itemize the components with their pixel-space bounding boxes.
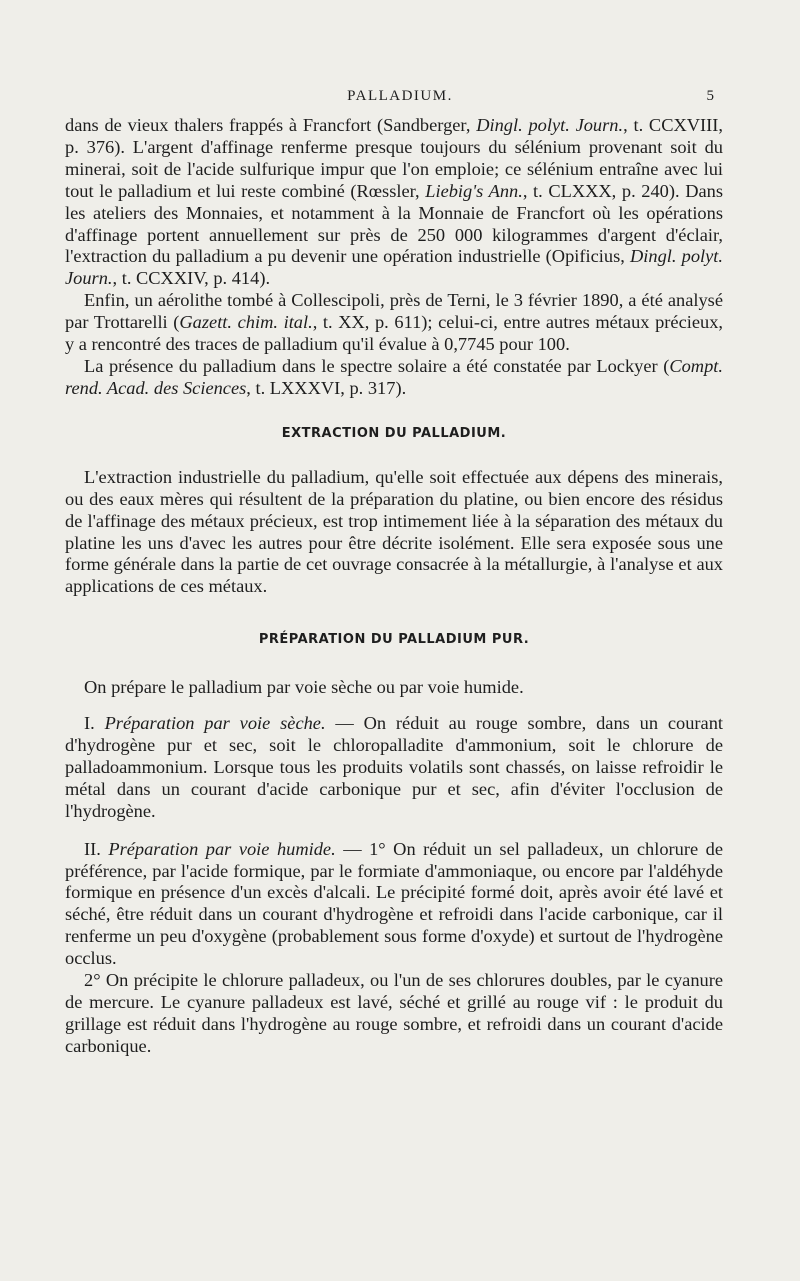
text-run: II.: [84, 838, 109, 859]
text-run: , t. CCXXIV, p. 414).: [112, 268, 271, 289]
citation-italic: Préparation par voie sèche.: [104, 713, 326, 734]
citation-italic: Gazett. chim. ital.: [179, 312, 313, 333]
text-run: , t. XX, p. 611); celui-ci, entre autres métaux précieux, y a rencontré des traces de palladium qu'il évalue à 0,7745 pour 100.: [65, 312, 723, 355]
paragraph: [65, 677, 723, 699]
citation-italic: Liebig's Ann.: [425, 180, 523, 201]
running-title: PALLADIUM.: [347, 88, 453, 104]
text-run: La présence du palladium dans le spectre solaire a été constatée par Lockyer (: [84, 355, 670, 376]
text-run: L'extraction industrielle du palladium, qu'elle soit effectuée aux dépens des minerais, ou des eaux mères qui résultent de la préparation du platine, ou bien encore des résidus de l'affinage des métaux précieux, est trop intimement liée à la séparation des métaux du platine les uns d'avec les autres pour être décrite isolément. Elle sera exposée sous une forme générale dans la partie de cet ouvrage consacrée à la métallurgie, à l'analyse et aux applications de ces métaux.: [65, 466, 723, 597]
body-text: [65, 115, 723, 1058]
citation-italic: Dingl. polyt. Journ.: [65, 246, 723, 289]
paragraph: [65, 839, 723, 970]
page-number: 5: [706, 88, 714, 104]
paragraph: [65, 467, 723, 598]
text-run: I.: [84, 713, 105, 734]
paragraph: [65, 115, 723, 290]
section-heading-preparation: PRÉPARATION DU PALLADIUM PUR.: [258, 632, 530, 648]
paragraph: [65, 356, 723, 400]
section-heading-extraction: EXTRACTION DU PALLADIUM.: [281, 425, 507, 441]
text-run: 2° On précipite le chlorure palladeux, ou l'un de ses chlorures doubles, par le cyanure de mercure. Le cyanure palladeux est lavé, séché et grillé au rouge vif : le produit du grillage est réduit dans l'hydrogène au rouge sombre, et refroidi dans un courant d'acide carbonique.: [65, 970, 723, 1056]
text-run: On prépare le palladium par voie sèche ou par voie humide.: [84, 677, 524, 698]
paragraph: [65, 290, 723, 356]
text-run: dans de vieux thalers frappés à Francfort (Sandberger,: [65, 115, 477, 135]
text-run: , t. CCXVIII, p. 376). L'argent d'affinage renferme presque toujours du sélénium provenant soit du minerai, soit de l'acide sulfurique impur que l'on emploie; ce sélénium entraîne avec lui tout le palladium et lui reste combiné (Rœssler,: [65, 115, 723, 201]
citation-italic: Compt. rend. Acad. des Sciences: [65, 355, 723, 398]
paragraph: [65, 713, 723, 823]
text-run: Enfin, un aérolithe tombé à Collescipoli, près de Terni, le 3 février 1890, a été analysé par Trottarelli (: [65, 290, 723, 333]
citation-italic: Dingl. polyt. Journ.: [476, 115, 624, 135]
text-run: , t. LXXXVI, p. 317).: [246, 377, 407, 398]
text-run: — 1° On réduit un sel palladeux, un chlorure de préférence, par l'acide formique, par le formiate d'ammoniaque, ou encore par l'aldéhyde formique en présence d'un excès d'alcali. Le précipité formé doit, après avoir été lavé et séché, être réduit dans un courant d'hydrogène et refroidi dans l'acide carbonique, car il renferme un peu d'oxygène (probablement sous forme d'oxyde) et surtout de l'hydrogène occlus.: [65, 838, 723, 969]
text-run: — On réduit au rouge sombre, dans un courant d'hydrogène pur et sec, soit le chloropalladite d'ammonium, soit le chlorure de palladoammonium. Lorsque tous les produits volatils sont chassés, on laisse refroidir le métal dans un courant d'acide carbonique pur et sec, afin d'éviter l'occlusion de l'hydrogène.: [65, 713, 724, 821]
paragraph: [65, 970, 723, 1058]
running-head: [0, 86, 800, 110]
text-run: , t. CLXXX, p. 240). Dans les ateliers des Monnaies, et notamment à la Monnaie de Francfort où les opérations d'affinage portent annuellement sur près de 250 000 kilogrammes d'argent d'éclair, l'extraction du palladium a pu devenir une opération industrielle (Opificius,: [65, 180, 723, 267]
citation-italic: Préparation par voie humide.: [108, 838, 336, 859]
